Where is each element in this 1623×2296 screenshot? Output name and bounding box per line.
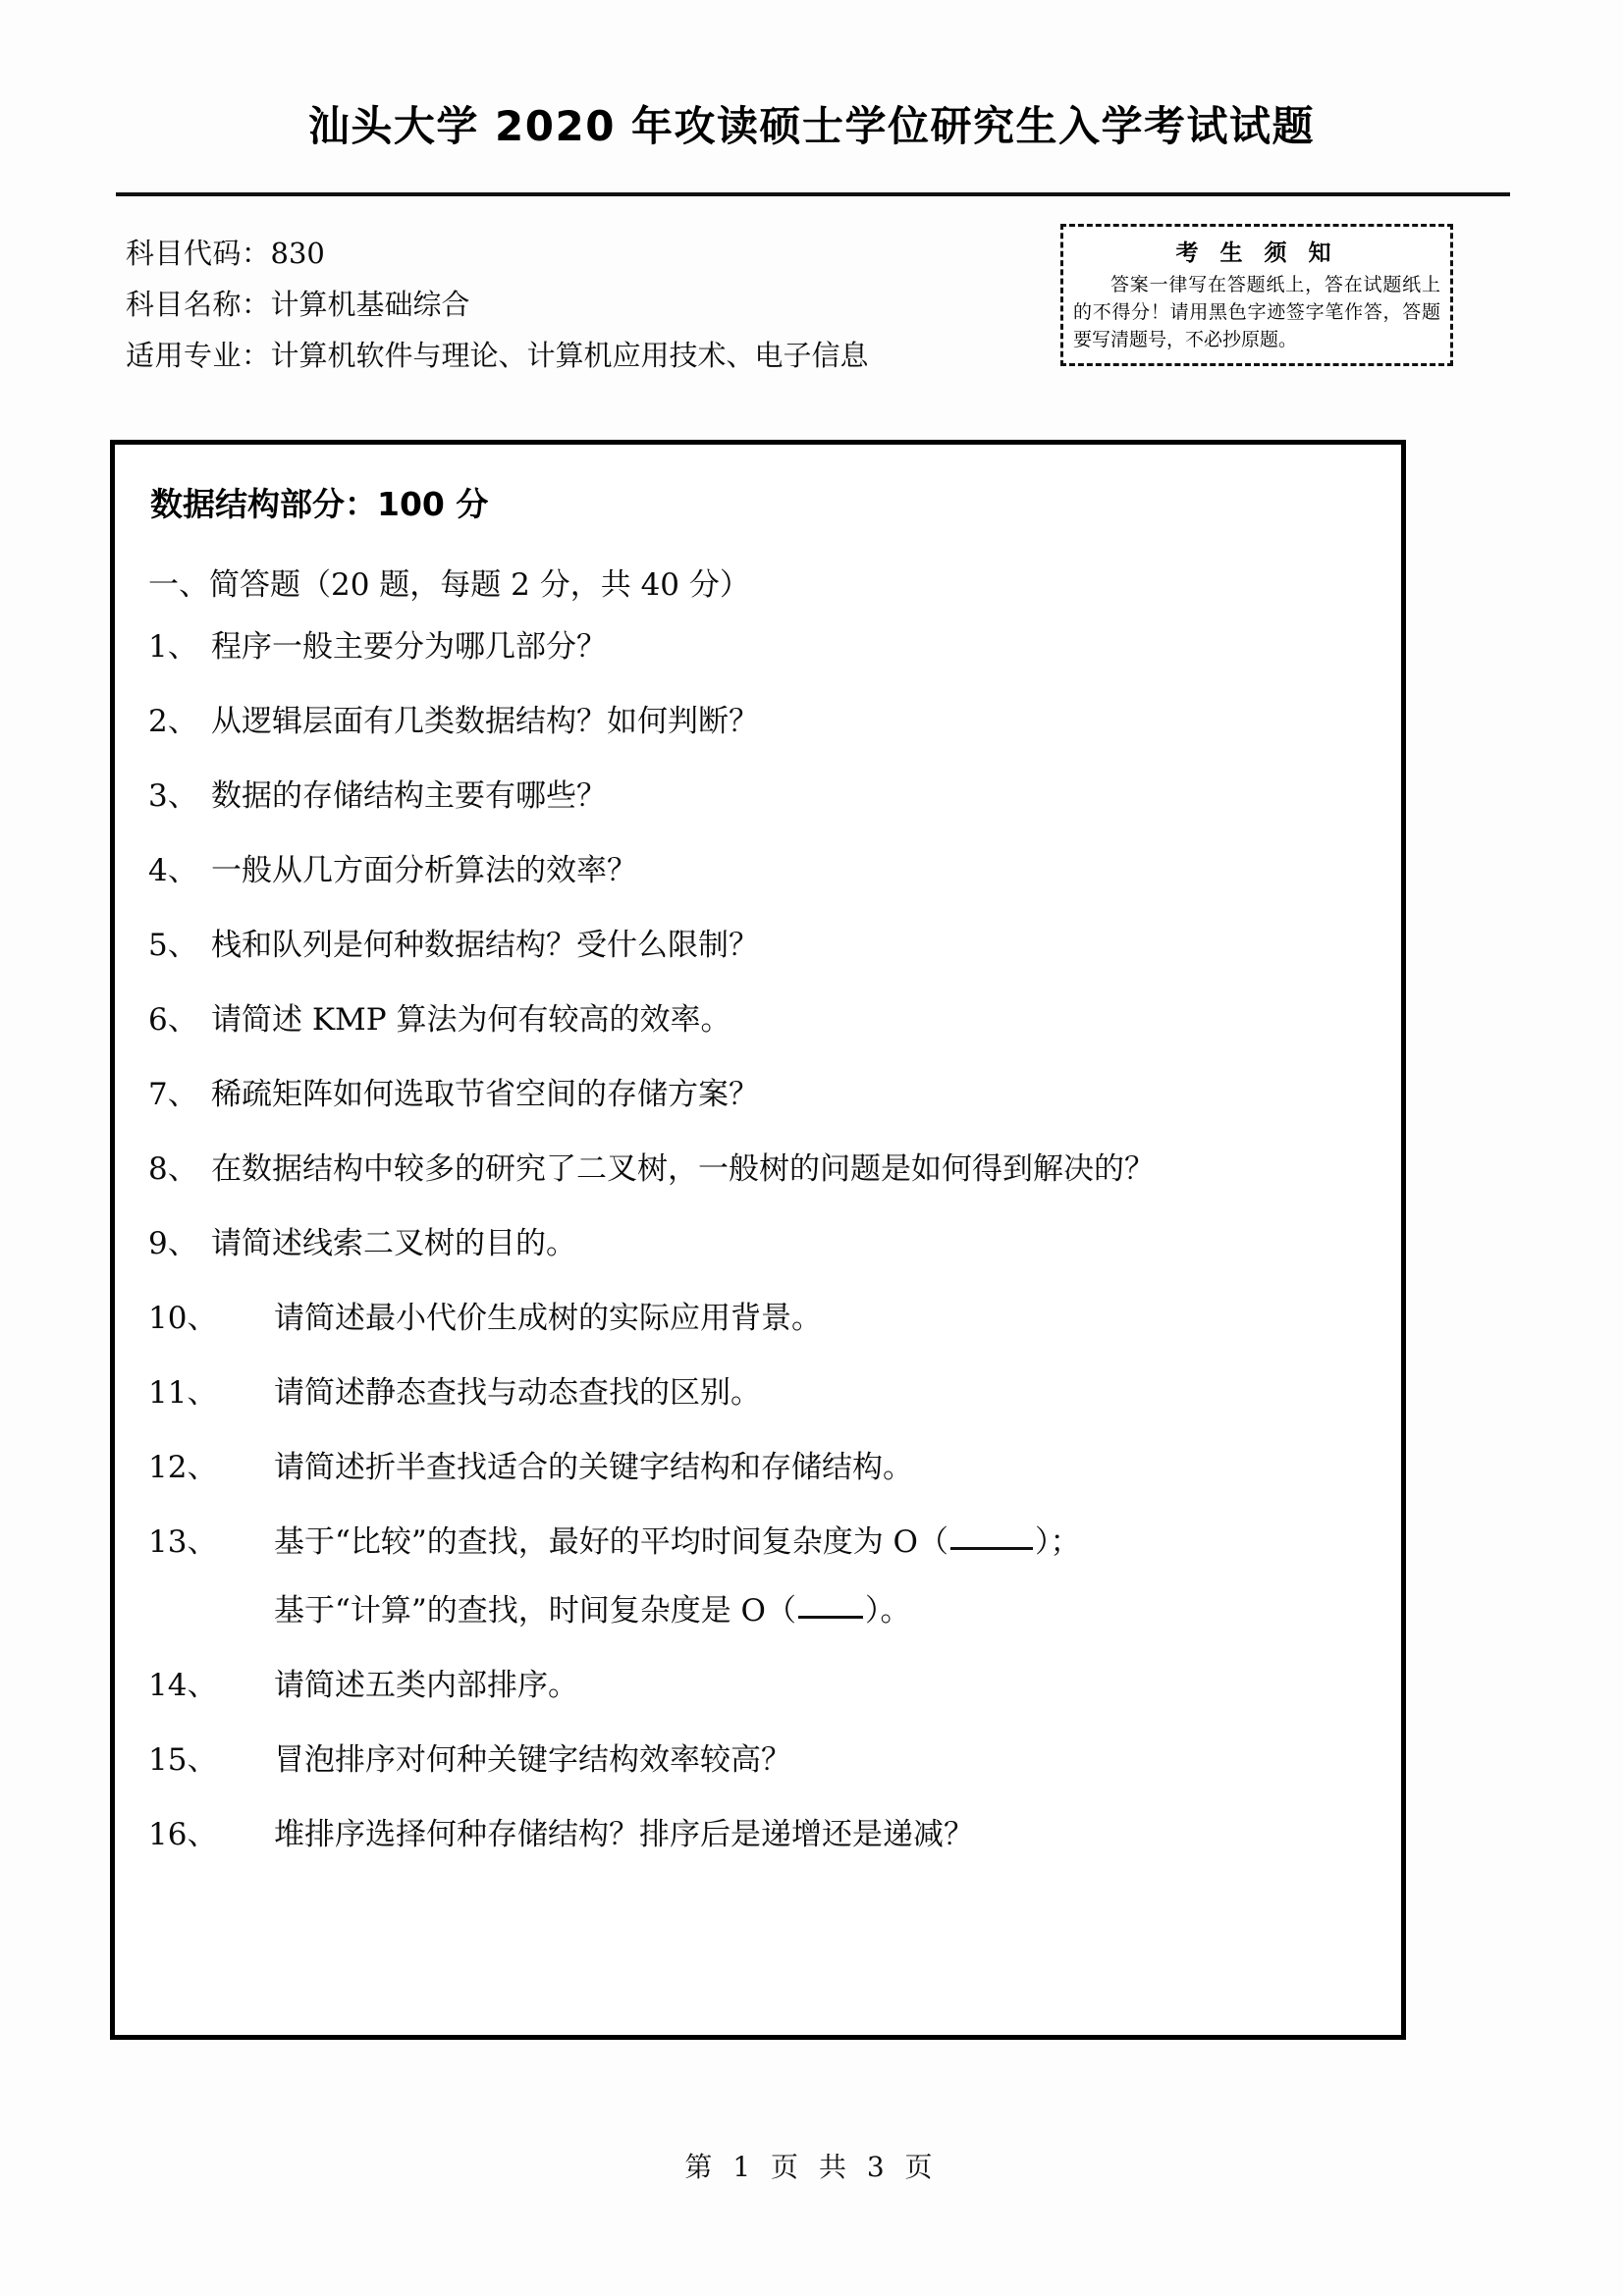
question-number: 3、 [148,778,198,814]
page-title: 汕头大学 2020 年攻读硕士学位研究生入学考试试题 [307,102,1316,150]
subject-code-label: 科目代码： [126,237,271,270]
question-number: 7、 [148,1077,198,1112]
question-subline [274,1587,1372,1634]
question-number: 15、 [148,1742,218,1778]
question-text: 冒泡排序对何种关键字结构效率较高？ [274,1742,791,1778]
question-number: 16、 [148,1817,218,1852]
question-item [148,1662,1372,1709]
question-item [148,1444,1372,1491]
section-score-heading: 数据结构部分：100 分 [150,485,489,523]
question-number: 11、 [148,1375,218,1411]
exam-content-box [110,440,1406,2040]
candidate-notice-box [1060,224,1453,366]
question-item [148,1519,1372,1634]
question-number: 4、 [148,853,198,888]
question-number: 14、 [148,1668,218,1703]
question-text: 栈和队列是何种数据结构？受什么限制？ [211,928,759,963]
question-text: 请简述五类内部排序。 [274,1668,578,1703]
notice-title: 考 生 须 知 [1175,240,1338,266]
exam-meta-block [126,228,970,381]
question-text: 一般从几方面分析算法的效率？ [211,853,637,888]
notice-body: 答案一律写在答题纸上，答在试题纸上的不得分！请用黑色字迹签字笔作答，答题要写清题号，不必抄原题。 [1073,274,1440,350]
majors-line [126,330,970,381]
title-divider [116,192,1510,196]
question-item [148,1811,1372,1858]
question-subline-tail: ）。 [864,1593,911,1629]
subject-name-value: 计算机基础综合 [270,288,470,321]
question-item [148,996,1372,1043]
question-number: 12、 [148,1450,218,1485]
question-text: 程序一般主要分为哪几部分？ [211,629,607,665]
question-item [148,847,1372,894]
question-number: 2、 [148,704,198,739]
question-text: 数据的存储结构主要有哪些？ [211,778,607,814]
question-text: 请简述线索二叉树的目的。 [211,1226,576,1261]
question-number: 13、 [148,1524,218,1560]
question-text: 在数据结构中较多的研究了二叉树，一般树的问题是如何得到解决的？ [211,1151,1155,1187]
question-text: 请简述静态查找与动态查找的区别。 [274,1375,761,1411]
question-number: 9、 [148,1226,198,1261]
question-item [148,1736,1372,1784]
question-item [148,1369,1372,1416]
question-number: 6、 [148,1002,198,1038]
question-item [148,1071,1372,1118]
question-item [148,773,1372,820]
question-item [148,623,1372,670]
question-number: 5、 [148,928,198,963]
page-footer: 第 1 页 共 3 页 [684,2151,939,2183]
question-text-head: 基于“比较”的查找，最好的平均时间复杂度为 O（ [274,1524,948,1560]
question-text: 请简述折半查找适合的关键字结构和存储结构。 [274,1450,913,1485]
majors-value: 计算机软件与理论、计算机应用技术、电子信息 [270,339,869,372]
question-item [148,698,1372,745]
question-text: 堆排序选择何种存储结构？排序后是递增还是递减？ [274,1817,974,1852]
question-text: 请简述 KMP 算法为何有较高的效率。 [211,1002,731,1038]
answer-blank[interactable] [798,1616,863,1619]
section-heading: 一、简答题（20 题，每题 2 分，共 40 分） [148,567,750,603]
question-text: 请简述最小代价生成树的实际应用背景。 [274,1301,822,1336]
question-text [274,1519,1372,1634]
question-number: 10、 [148,1301,218,1336]
question-text: 稀疏矩阵如何选取节省空间的存储方案？ [211,1077,759,1112]
answer-blank[interactable] [950,1547,1033,1550]
question-text: 从逻辑层面有几类数据结构？如何判断？ [211,704,759,739]
question-number: 8、 [148,1151,198,1187]
question-item [148,922,1372,969]
question-item [148,1220,1372,1267]
majors-label: 适用专业： [126,339,271,372]
subject-name-line [126,279,970,330]
question-subline-head: 基于“计算”的查找，时间复杂度是 O（ [274,1593,796,1629]
subject-code-line [126,228,970,279]
question-number: 1、 [148,629,198,665]
question-item [148,1295,1372,1342]
question-item [148,1146,1372,1193]
question-text-tail: ）； [1034,1524,1081,1560]
subject-code-value: 830 [270,237,325,270]
subject-name-label: 科目名称： [126,288,271,321]
